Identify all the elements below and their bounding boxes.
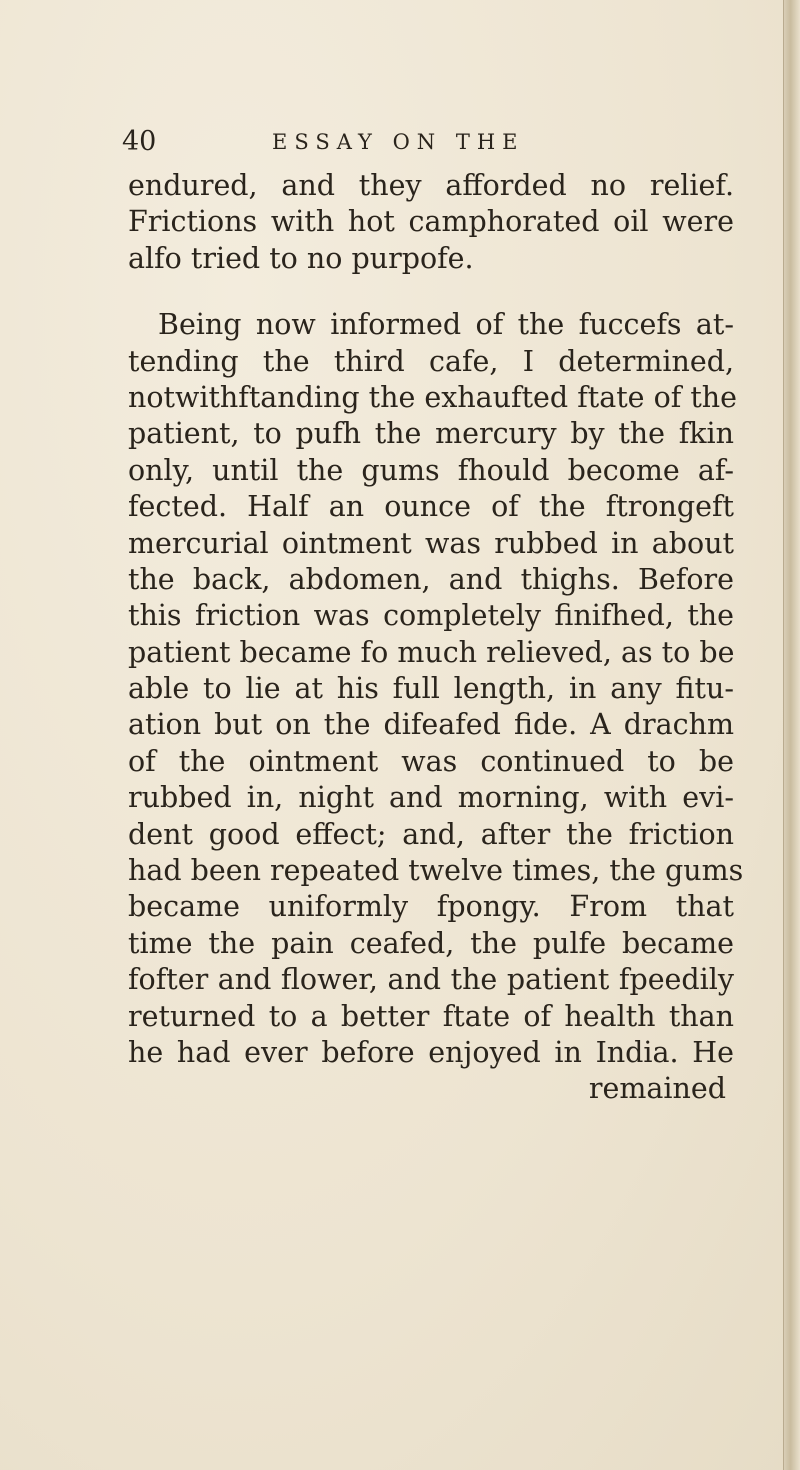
text-line: he had ever before enjoyed in India. He: [128, 1035, 734, 1069]
text-line: fected. Half an ounce of the ftrongeft: [128, 490, 734, 524]
text-line: ation but on the difeafed fide. A drachm: [128, 708, 734, 742]
text-line: returned to a better ftate of health than: [128, 999, 734, 1033]
text-line: this friction was completely finifhed, the: [128, 599, 734, 633]
body-text: [128, 168, 744, 1108]
text-line: alfo tried to no purpofe.: [128, 241, 474, 275]
text-line: fofter and flower, and the patient fpeedily: [128, 963, 734, 997]
catchword: remained: [588, 1072, 726, 1106]
page-header: [122, 126, 722, 162]
text-line: dent good effect; and, after the friction: [128, 817, 734, 851]
text-line: patient became fo much relieved, as to be: [128, 635, 735, 669]
text-line: tending the third cafe, I determined,: [128, 344, 734, 378]
text-line: mercurial ointment was rubbed in about: [128, 526, 734, 560]
text-line: had been repeated twelve times, the gums: [128, 854, 744, 888]
text-line: notwithftanding the exhaufted ftate of the: [128, 380, 738, 414]
text-line: endured, and they afforded no relief.: [128, 169, 734, 202]
text-line: rubbed in, night and morning, with evi-: [128, 781, 734, 815]
text-line: only, until the gums fhould become af-: [128, 453, 734, 487]
paragraph-1: [128, 168, 734, 277]
page-edge: [783, 0, 800, 1470]
text-line: became uniformly fpongy. From that: [128, 890, 734, 924]
running-head: ESSAY ON THE: [272, 130, 525, 154]
text-line: able to lie at his full length, in any fitu-: [128, 672, 734, 706]
text-line: time the pain ceafed, the pulfe became: [128, 926, 734, 960]
paragraph-2: [128, 307, 744, 1071]
text-line: Frictions with hot camphorated oil were: [128, 205, 734, 239]
page-number: 40: [122, 126, 157, 157]
text-line: the back, abdomen, and thighs. Before: [128, 562, 734, 596]
text-line: Being now informed of the fuccefs at-: [158, 308, 734, 342]
text-line: of the ointment was continued to be: [128, 744, 734, 778]
text-line: patient, to pufh the mercury by the fkin: [128, 417, 734, 451]
